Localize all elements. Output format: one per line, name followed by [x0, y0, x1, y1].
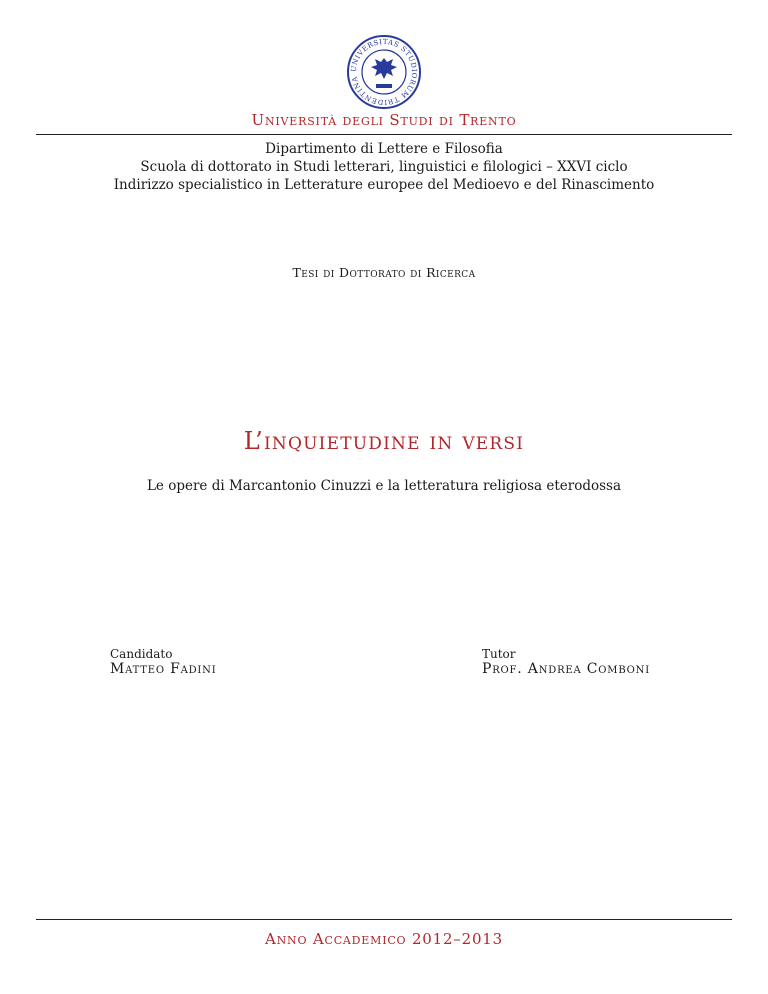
academic-year: Anno Accademico 2012–2013: [265, 930, 503, 948]
specialization-line: Indirizzo specialistico in Letterature europee del Medioevo e del Rinascimento: [113, 177, 655, 193]
university-seal-icon: [346, 34, 422, 110]
university-seal: [346, 34, 422, 110]
thesis-subtitle: Le opere di Marcantonio Cinuzzi e la letteratura religiosa eterodossa: [146, 478, 622, 494]
university-name: Università degli Studi di Trento: [251, 111, 517, 129]
header-divider: [36, 134, 732, 135]
candidate-label: Candidato: [110, 647, 173, 661]
thesis-type: Tesi di Dottorato di Ricerca: [292, 265, 476, 280]
tutor-label: Tutor: [482, 647, 516, 661]
footer-divider: [36, 919, 732, 920]
department-block: [0, 140, 768, 194]
doctoral-school-line: Scuola di dottorato in Studi letterari, linguistici e filologici – XXVI ciclo: [140, 159, 628, 175]
thesis-title: L’inquietudine in versi: [243, 427, 525, 455]
seal-ring-text: UNIVERSITAS STUDIORUM TRIDENTINA: [349, 37, 419, 107]
department-line: Dipartimento di Lettere e Filosofia: [265, 141, 503, 157]
tutor-name: Prof. Andrea Comboni: [482, 661, 650, 677]
candidate-name: Matteo Fadini: [110, 661, 217, 677]
